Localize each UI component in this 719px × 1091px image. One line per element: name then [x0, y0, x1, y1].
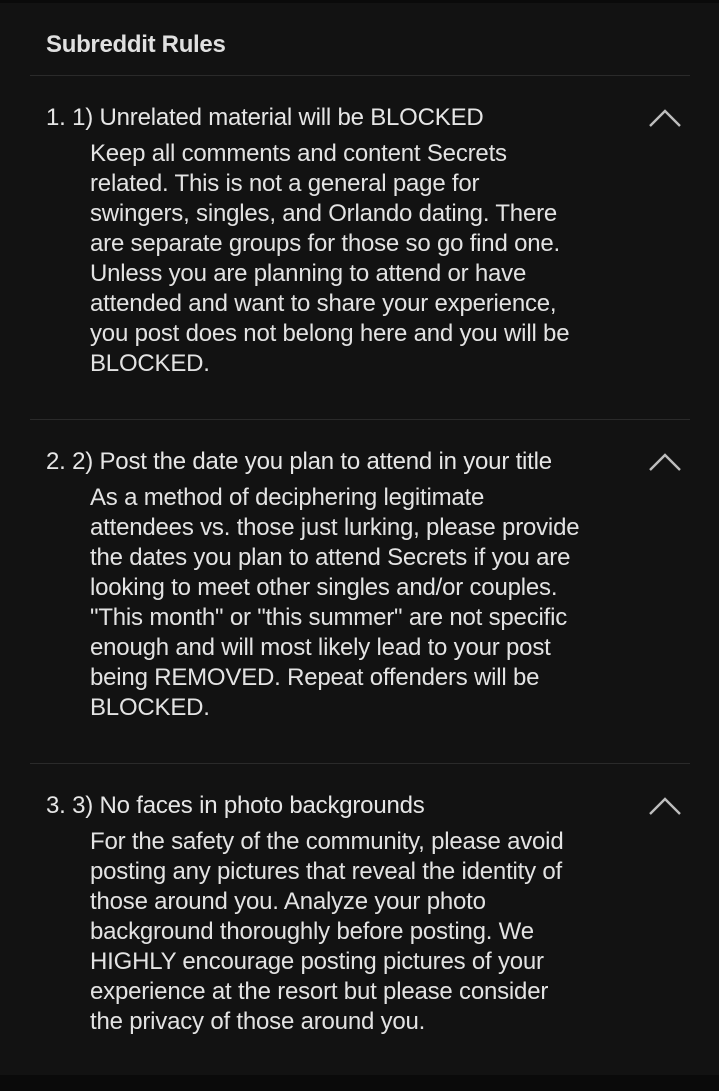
rule-description	[90, 483, 579, 723]
chevron-up-icon[interactable]	[648, 452, 682, 472]
rule-description-line: enough and will most likely lead to your post	[90, 634, 551, 661]
rule-title[interactable]: 2. 2) Post the date you plan to attend in your title	[46, 448, 552, 475]
rule-description-line: are separate groups for those so go find one.	[90, 230, 560, 257]
rule-description-line: BLOCKED.	[90, 350, 210, 377]
rule-description-line: attendees vs. those just lurking, please provide	[90, 514, 580, 541]
divider	[30, 75, 690, 76]
rule-description-line: As a method of deciphering legitimate	[90, 484, 485, 511]
rule-title[interactable]: 3. 3) No faces in photo backgrounds	[46, 792, 425, 819]
section-title: Subreddit Rules	[46, 31, 226, 58]
rule-description-line: attended and want to share your experience,	[90, 290, 557, 317]
divider	[30, 763, 690, 764]
rule-description-line: Unless you are planning to attend or have	[90, 260, 527, 287]
rule-description-line: experience at the resort but please consider	[90, 978, 549, 1005]
rule-description-line: BLOCKED.	[90, 694, 210, 721]
rule-description-line: Keep all comments and content Secrets	[90, 140, 507, 167]
rule-description-line: the privacy of those around you.	[90, 1008, 426, 1035]
rule-description	[90, 139, 569, 379]
divider	[30, 419, 690, 420]
rule-description-line: For the safety of the community, please avoid	[90, 828, 564, 855]
rule-description-line: posting any pictures that reveal the identity of	[90, 858, 563, 885]
rule-description-line: related. This is not a general page for	[90, 170, 480, 197]
rule-description-line: you post does not belong here and you will be	[90, 320, 570, 347]
rule-description-line: swingers, singles, and Orlando dating. There	[90, 200, 558, 227]
rule-description-line: "This month" or "this summer" are not specific	[90, 604, 568, 631]
rule-description	[90, 827, 563, 1037]
rule-description-line: those around you. Analyze your photo	[90, 888, 486, 915]
subreddit-rules-card	[0, 3, 719, 1075]
rule-description-line: being REMOVED. Repeat offenders will be	[90, 664, 540, 691]
chevron-up-icon[interactable]	[648, 796, 682, 816]
rule-description-line: the dates you plan to attend Secrets if you are	[90, 544, 571, 571]
rule-description-line: background thoroughly before posting. We	[90, 918, 534, 945]
rule-description-line: looking to meet other singles and/or couples.	[90, 574, 558, 601]
chevron-up-icon[interactable]	[648, 108, 682, 128]
rule-title[interactable]: 1. 1) Unrelated material will be BLOCKED	[46, 104, 484, 131]
rule-description-line: HIGHLY encourage posting pictures of your	[90, 948, 544, 975]
